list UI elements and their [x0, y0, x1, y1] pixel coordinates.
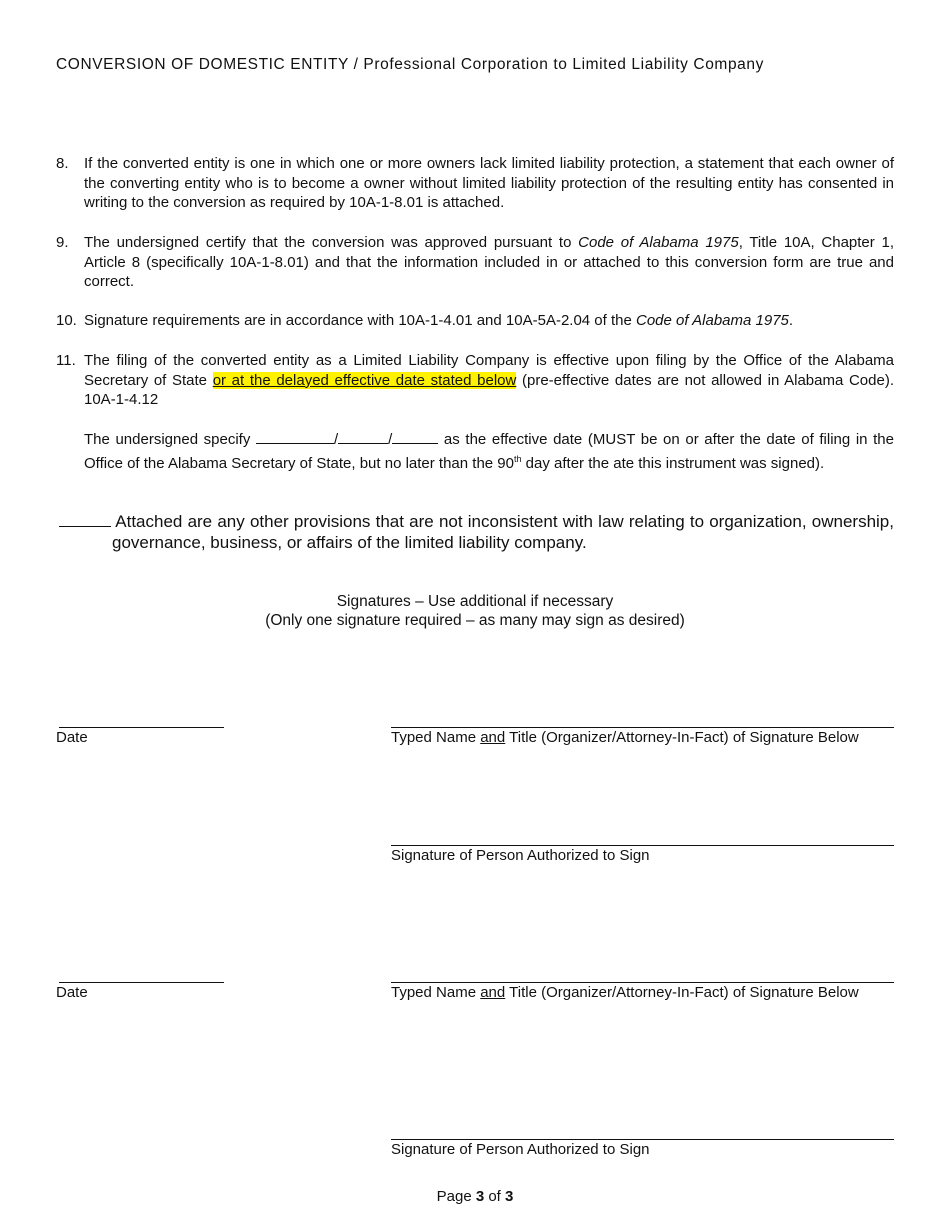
page-header: [56, 56, 764, 74]
provisions-statement: [56, 510, 894, 553]
item-number: 11.: [56, 352, 76, 369]
item-number: 8.: [56, 155, 69, 172]
signature-label: Signature of Person Authorized to Sign: [391, 847, 650, 864]
item-text: [84, 233, 894, 292]
provisions-text: Attached are any other provisions that are not inconsistent with law relating to organization, ownership, governance, business, or affairs of the limited liability company.: [112, 512, 894, 552]
typed-name-label: [391, 984, 859, 1001]
item-text-post: .: [788, 312, 794, 329]
typed-pre: Typed Name: [391, 984, 481, 1001]
item-9: [56, 233, 894, 292]
typed-name-label: [391, 729, 859, 746]
signature-line[interactable]: [391, 1139, 894, 1140]
code-reference: Code of Alabama 1975: [578, 234, 739, 251]
item-text-pre: Signature requirements are in accordance with 10A-1-4.01 and 10A-5A-2.04 of the: [84, 312, 636, 329]
specify-pre: The undersigned specify: [84, 431, 256, 448]
page-of: of: [484, 1188, 506, 1205]
typed-pre: Typed Name: [391, 729, 481, 746]
date-line[interactable]: [59, 982, 224, 983]
signature-line[interactable]: [391, 845, 894, 846]
typed-post: Title (Organizer/Attorney-In-Fact) of Signature Below: [505, 729, 859, 746]
effective-day-field[interactable]: [338, 429, 388, 444]
item-8: [56, 154, 894, 213]
effective-year-field[interactable]: [392, 429, 438, 444]
typed-and: and: [480, 984, 506, 1001]
page-word: Page: [436, 1188, 476, 1205]
effective-date-statement: [56, 429, 894, 473]
item-10: [56, 311, 894, 331]
item-text: If the converted entity is one in which one or more owners lack limited liability protection, a statement that each owner of the converting entity who is to become a owner without limited liability protection of the resulting entity has consented in writing to the conversion as required by 10A-1-8.01 is attached.: [84, 155, 894, 211]
date-label: Date: [56, 984, 88, 1001]
signature-label: Signature of Person Authorized to Sign: [391, 1141, 650, 1158]
date-line[interactable]: [59, 727, 224, 728]
item-text-post: (pre-effective dates are not allowed in Alabama Code). 10A-1-4.12: [84, 371, 894, 408]
page-current: 3: [475, 1188, 485, 1205]
signatures-heading: Signatures – Use additional if necessary: [336, 593, 614, 610]
item-text: [84, 351, 894, 410]
provisions-body: [56, 510, 894, 553]
item-number: 10.: [56, 312, 77, 329]
signatures-subheading: (Only one signature required – as many may sign as desired): [265, 612, 685, 629]
item-11: [56, 351, 894, 410]
effective-month-field[interactable]: [256, 429, 334, 444]
provisions-check-field[interactable]: [59, 510, 111, 527]
ordinal-suffix: th: [514, 453, 522, 464]
date-label: Date: [56, 729, 88, 746]
date-slash: /: [333, 431, 339, 448]
highlighted-text: or at the delayed effective date stated below: [212, 371, 517, 389]
specify-end: day after the ate this instrument was signed).: [521, 454, 825, 472]
item-text-pre: The undersigned certify that the conversion was approved pursuant to: [84, 234, 579, 251]
header-title-caps: CONVERSION OF DOMESTIC ENTITY: [56, 56, 349, 73]
typed-name-line[interactable]: [391, 727, 894, 728]
item-text: [84, 311, 894, 331]
page-total: 3: [505, 1188, 514, 1205]
item-text-pre: The filing of the converted entity as a Limited Liability Company is effective upon filing by the Office of the Alabama Secretary of State: [84, 352, 894, 389]
specify-post: as the effective date (MUST be on or after the date of filing in the Office of the Alabama Secretary of State, but no later than the 90: [84, 431, 894, 472]
header-title-rest: / Professional Corporation to Limited Liability Company: [348, 56, 764, 73]
item-number: 9.: [56, 234, 69, 251]
effective-date-text: [84, 429, 894, 473]
page-footer: [0, 1188, 950, 1205]
typed-name-line[interactable]: [391, 982, 894, 983]
code-reference: Code of Alabama 1975: [636, 312, 789, 329]
typed-and: and: [480, 729, 506, 746]
typed-post: Title (Organizer/Attorney-In-Fact) of Signature Below: [505, 984, 859, 1001]
item-text-post: , Title 10A, Chapter 1, Article 8 (specifically 10A-1-8.01) and that the information included in or attached to this conversion form are true and correct.: [84, 234, 894, 290]
date-slash: /: [388, 431, 393, 448]
